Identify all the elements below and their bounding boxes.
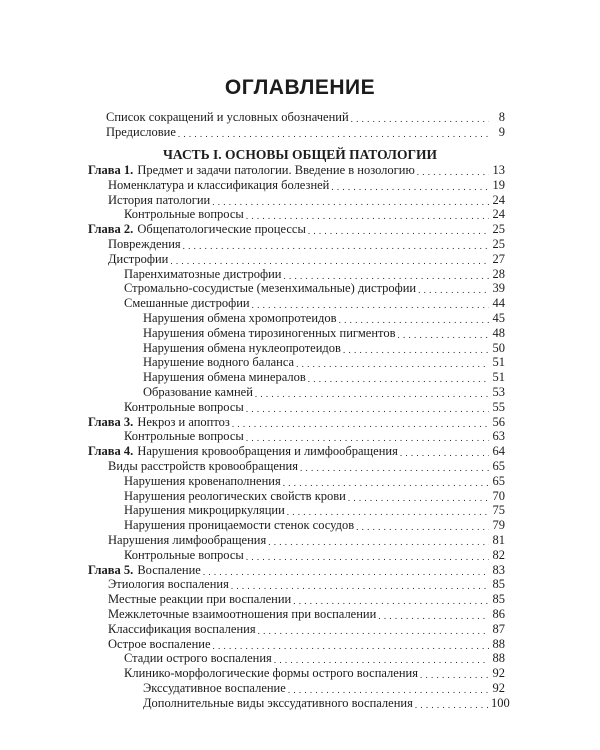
- toc-entry-label: Смешанные дистрофии: [124, 296, 250, 311]
- toc-entry[interactable]: [124, 267, 505, 281]
- toc-entry[interactable]: [124, 666, 505, 680]
- page-number: 25: [492, 222, 505, 237]
- toc-entry-label: Нарушение водного баланса: [143, 355, 295, 370]
- page-number: 24: [492, 207, 505, 222]
- page-number: 83: [492, 562, 505, 577]
- dot-leader: [348, 491, 489, 503]
- page-number: 63: [492, 429, 505, 444]
- toc-entry[interactable]: [124, 503, 505, 517]
- page-number: 13: [492, 163, 505, 177]
- dot-leader: [397, 328, 489, 340]
- toc-entry[interactable]: [108, 193, 505, 207]
- page-number: 56: [492, 414, 505, 429]
- page-number: 86: [492, 607, 505, 621]
- toc-entry-label: Нарушения кровенаполнения: [124, 473, 281, 488]
- toc-entry[interactable]: [143, 341, 505, 355]
- page-number: 85: [492, 577, 505, 592]
- dot-leader: [283, 476, 489, 488]
- page-number: 19: [492, 177, 505, 192]
- page-number: 75: [492, 503, 505, 518]
- toc-entry[interactable]: [88, 222, 505, 236]
- toc-entry-label: Предмет и задачи патологии. Введение в нозологию: [137, 163, 415, 177]
- toc-entry-label: Клинико-морфологические формы острого воспаления: [124, 666, 418, 681]
- toc-entry[interactable]: [124, 548, 505, 562]
- toc-entry[interactable]: [143, 326, 505, 340]
- page-number: 88: [492, 651, 505, 666]
- toc-entry[interactable]: [143, 370, 505, 384]
- toc-entry[interactable]: [143, 311, 505, 325]
- dot-leader: [246, 402, 489, 414]
- toc-entry[interactable]: [108, 178, 505, 192]
- toc-entry[interactable]: [108, 533, 505, 547]
- page-number: 92: [492, 681, 505, 695]
- dot-leader: [378, 609, 489, 621]
- page-number: 100: [491, 695, 510, 710]
- dot-leader: [178, 127, 489, 139]
- dot-leader: [343, 343, 489, 355]
- toc-entry-label: Нарушения обмена хромопротеидов: [143, 311, 337, 325]
- dot-leader: [418, 283, 489, 295]
- dot-leader: [183, 239, 489, 251]
- page-number: 55: [492, 399, 505, 414]
- dot-leader: [274, 653, 489, 665]
- page-number: 81: [492, 533, 505, 547]
- dot-leader: [284, 269, 490, 281]
- dot-leader: [356, 520, 489, 532]
- page-number: 51: [492, 370, 505, 385]
- dot-leader: [268, 535, 489, 547]
- toc-entry[interactable]: [108, 252, 505, 266]
- dot-leader: [415, 698, 489, 710]
- toc-entry-label: Нарушения кровообращения и лимфообращения: [137, 444, 398, 459]
- page-number: 82: [492, 547, 505, 562]
- page-number: 24: [492, 192, 505, 207]
- toc-entry[interactable]: [124, 281, 505, 295]
- toc-entry[interactable]: [143, 695, 510, 710]
- dot-leader: [308, 372, 489, 384]
- page-number: 50: [492, 340, 505, 355]
- toc-entry[interactable]: [106, 110, 505, 124]
- dot-leader: [300, 461, 489, 473]
- toc-entry-label: Общепатологические процессы: [137, 222, 306, 237]
- toc-entry[interactable]: [108, 622, 505, 636]
- page-number: 88: [492, 636, 505, 651]
- dot-leader: [231, 579, 489, 591]
- toc-entry-label: Контрольные вопросы: [124, 399, 244, 414]
- page-number: 9: [498, 125, 505, 139]
- toc-entry-label: Контрольные вопросы: [124, 207, 244, 222]
- chapter-number: Глава 5.: [88, 562, 134, 577]
- toc-entry[interactable]: [124, 651, 505, 665]
- toc-entry-label: Повреждения: [108, 237, 181, 251]
- dot-leader: [351, 112, 489, 124]
- dot-leader: [232, 417, 489, 429]
- page-number: 65: [492, 473, 505, 488]
- dot-leader: [170, 254, 489, 266]
- toc-entry-label: Острое воспаление: [108, 636, 211, 651]
- toc-entry[interactable]: [124, 400, 505, 414]
- toc-entry-label: Стромально-сосудистые (мезенхимальные) дистрофии: [124, 281, 417, 296]
- dot-leader: [400, 446, 489, 458]
- dot-leader: [213, 639, 489, 651]
- toc-entry[interactable]: [108, 577, 505, 591]
- page-number: 65: [492, 459, 505, 473]
- toc-entry-label: Некроз и апоптоз: [137, 414, 230, 429]
- page-number: 85: [492, 592, 505, 607]
- toc-entry[interactable]: [108, 637, 505, 651]
- page-number: 45: [492, 311, 505, 325]
- toc-entry-label: Дополнительные виды экссудативного воспаления: [143, 695, 413, 710]
- dot-leader: [246, 431, 489, 443]
- toc-entry-label: Контрольные вопросы: [124, 547, 244, 562]
- toc-entry[interactable]: [143, 681, 505, 695]
- toc-entry[interactable]: [108, 607, 505, 621]
- toc-entry[interactable]: [124, 207, 505, 221]
- dot-leader: [293, 594, 489, 606]
- dot-leader: [252, 298, 489, 310]
- toc-entry[interactable]: [108, 237, 505, 251]
- page-number: 28: [492, 266, 505, 281]
- dot-leader: [255, 387, 489, 399]
- page-title: ОГЛАВЛЕНИЕ: [224, 76, 376, 99]
- toc-entry[interactable]: [88, 444, 505, 458]
- dot-leader: [339, 313, 489, 325]
- toc-entry-label: Нарушения проницаемости стенок сосудов: [124, 518, 355, 533]
- toc-entry[interactable]: [108, 592, 505, 606]
- dot-leader: [331, 180, 489, 192]
- page-number: 92: [492, 666, 505, 681]
- dot-leader: [212, 195, 489, 207]
- toc-entry-label: Этиология воспаления: [108, 577, 229, 592]
- page-number: 27: [492, 251, 505, 266]
- dot-leader: [288, 683, 489, 695]
- toc-entry[interactable]: [124, 296, 505, 310]
- toc-entry-label: Межклеточные взаимоотношения при воспалении: [108, 607, 377, 621]
- toc-entry[interactable]: [88, 163, 505, 177]
- toc-entry[interactable]: [108, 459, 505, 473]
- dot-leader: [296, 357, 489, 369]
- toc-entry[interactable]: [124, 474, 505, 488]
- page-number: 87: [492, 621, 505, 636]
- toc-entry-label: Экссудативное воспаление: [143, 681, 286, 695]
- page-number: 64: [492, 444, 505, 459]
- chapter-number: Глава 1.: [88, 163, 134, 177]
- dot-leader: [246, 209, 489, 221]
- dot-leader: [308, 224, 489, 236]
- toc-entry-label: Контрольные вопросы: [124, 429, 244, 444]
- chapter-number: Глава 2.: [88, 222, 134, 237]
- page-number: 51: [492, 355, 505, 370]
- toc-entry[interactable]: [143, 355, 505, 369]
- toc-entry-label: Дистрофии: [108, 251, 169, 266]
- toc-entry-label: Паренхиматозные дистрофии: [124, 266, 282, 281]
- toc-entry-label: Стадии острого воспаления: [124, 651, 272, 666]
- toc-entry[interactable]: [124, 429, 505, 443]
- toc-entry[interactable]: [88, 415, 505, 429]
- toc-entry[interactable]: [143, 385, 505, 399]
- toc-entry[interactable]: [106, 125, 505, 139]
- toc-entry-label: Местные реакции при воспалении: [108, 592, 292, 607]
- toc-entry-label: История патологии: [108, 192, 211, 207]
- toc-entry-label: Виды расстройств кровообращения: [108, 459, 298, 473]
- toc-entry[interactable]: [124, 518, 505, 532]
- page-number: 8: [498, 110, 505, 124]
- part-title: ЧАСТЬ I. ОСНОВЫ ОБЩЕЙ ПАТОЛОГИИ: [162, 147, 438, 162]
- toc-entry-label: Нарушения лимфообращения: [108, 533, 267, 547]
- toc-entry[interactable]: [88, 563, 505, 577]
- toc-entry-label: Номенклатура и классификация болезней: [108, 177, 330, 192]
- toc-entry-label: Нарушения реологических свойств крови: [124, 488, 346, 503]
- dot-leader: [258, 624, 489, 636]
- toc-entry-label: Классификация воспаления: [108, 621, 256, 636]
- chapter-number: Глава 4.: [88, 444, 134, 459]
- toc-entry-label: Нарушения микроциркуляции: [124, 503, 285, 518]
- toc-entry-label: Нарушения обмена минералов: [143, 370, 306, 385]
- toc-entry-label: Воспаление: [137, 562, 201, 577]
- page-number: 39: [492, 281, 505, 296]
- dot-leader: [420, 668, 489, 680]
- toc-entry[interactable]: [124, 489, 505, 503]
- page-number: 25: [492, 237, 505, 251]
- toc-entry-label: Нарушения обмена нуклеопротеидов: [143, 340, 341, 355]
- page-number: 79: [492, 518, 505, 533]
- dot-leader: [203, 565, 489, 577]
- page-number: 48: [492, 325, 505, 340]
- dot-leader: [246, 550, 489, 562]
- toc-entry-label: Нарушения обмена тирозиногенных пигментов: [143, 325, 396, 340]
- page-number: 44: [492, 296, 505, 311]
- toc-entry-label: Список сокращений и условных обозначений: [106, 110, 349, 124]
- dot-leader: [287, 505, 489, 517]
- chapter-number: Глава 3.: [88, 414, 134, 429]
- dot-leader: [417, 165, 489, 177]
- page-number: 53: [492, 385, 505, 399]
- toc-entry-label: Предисловие: [106, 125, 176, 139]
- page-number: 70: [492, 488, 505, 503]
- toc-entry-label: Образование камней: [143, 385, 253, 399]
